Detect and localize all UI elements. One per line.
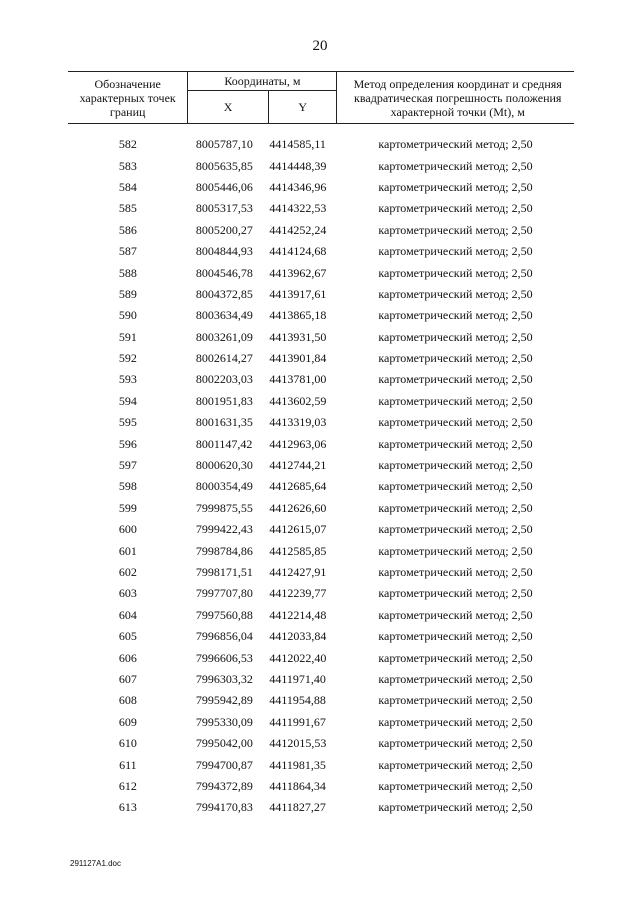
cell-method: картометрический метод; 2,50 xyxy=(378,650,533,665)
cell-x: 8005787,10 xyxy=(195,137,253,152)
cell-method: картометрический метод; 2,50 xyxy=(378,800,533,815)
table-row xyxy=(68,198,574,219)
table-row xyxy=(68,540,574,561)
cell-y: 4412615,07 xyxy=(269,522,327,537)
cell-point-number: 605 xyxy=(118,629,137,644)
cell-y: 4414585,11 xyxy=(269,137,326,152)
table-body xyxy=(68,124,574,819)
cell-x: 8004372,85 xyxy=(195,286,253,301)
cell-point-number: 590 xyxy=(118,308,137,323)
table-row xyxy=(68,797,574,818)
cell-point-number: 592 xyxy=(118,351,137,366)
cell-point-number: 610 xyxy=(118,736,137,751)
cell-y: 4411971,40 xyxy=(269,671,326,686)
cell-point-number: 598 xyxy=(118,479,137,494)
cell-x: 7994170,83 xyxy=(195,800,253,815)
cell-x: 7995042,00 xyxy=(195,736,253,751)
table-row xyxy=(68,519,574,540)
table-row xyxy=(68,262,574,283)
cell-y: 4413319,03 xyxy=(269,415,327,430)
cell-method: картометрический метод; 2,50 xyxy=(378,522,533,537)
cell-method: картометрический метод; 2,50 xyxy=(378,415,533,430)
cell-method: картометрический метод; 2,50 xyxy=(378,629,533,644)
cell-point-number: 612 xyxy=(118,778,137,793)
cell-y: 4414252,24 xyxy=(269,222,327,237)
cell-point-number: 587 xyxy=(118,244,137,259)
cell-method: картометрический метод; 2,50 xyxy=(378,458,533,473)
cell-method: картометрический метод; 2,50 xyxy=(378,736,533,751)
cell-x: 8004844,93 xyxy=(195,244,253,259)
cell-y: 4412585,85 xyxy=(269,543,327,558)
cell-point-number: 607 xyxy=(118,671,137,686)
cell-point-number: 591 xyxy=(118,329,137,344)
cell-point-number: 609 xyxy=(118,714,137,729)
cell-x: 8002203,03 xyxy=(195,372,253,387)
cell-y: 4413931,50 xyxy=(269,329,327,344)
cell-x: 7997560,88 xyxy=(195,607,253,622)
cell-x: 7996606,53 xyxy=(195,650,253,665)
cell-x: 7999875,55 xyxy=(195,500,253,515)
table-row xyxy=(68,776,574,797)
cell-x: 8004546,78 xyxy=(195,265,253,280)
cell-point-number: 582 xyxy=(118,137,137,152)
cell-x: 7994700,87 xyxy=(195,757,253,772)
cell-x: 8001147,42 xyxy=(195,436,253,451)
coordinates-table xyxy=(68,71,574,819)
cell-method: картометрический метод; 2,50 xyxy=(378,693,533,708)
table-row xyxy=(68,155,574,176)
table-row xyxy=(68,690,574,711)
header-y: Y xyxy=(268,91,337,124)
cell-point-number: 595 xyxy=(118,415,137,430)
table-row xyxy=(68,305,574,326)
cell-x: 8000620,30 xyxy=(195,458,253,473)
cell-x: 7998171,51 xyxy=(195,565,253,579)
cell-y: 4414124,68 xyxy=(269,244,327,259)
cell-x: 8005446,06 xyxy=(195,179,253,194)
cell-point-number: 613 xyxy=(118,800,137,815)
cell-y: 4413917,61 xyxy=(269,286,327,301)
header-method: Метод определения координат и средняя квадратическая погрешность положения характерной точки (Mt), м xyxy=(337,72,574,124)
cell-point-number: 585 xyxy=(118,201,137,216)
header-coordinates: Координаты, м xyxy=(188,72,337,91)
table-row xyxy=(68,455,574,476)
cell-y: 4414448,39 xyxy=(269,158,327,173)
cell-y: 4413781,00 xyxy=(269,372,327,387)
cell-method: картометрический метод; 2,50 xyxy=(378,372,533,387)
cell-point-number: 599 xyxy=(118,500,137,515)
cell-x: 8003261,09 xyxy=(195,329,253,344)
cell-point-number: 596 xyxy=(118,436,137,451)
table-row xyxy=(68,583,574,604)
cell-x: 8000354,49 xyxy=(195,479,253,494)
table-row xyxy=(68,391,574,412)
cell-x: 8003634,49 xyxy=(195,308,253,323)
cell-point-number: 593 xyxy=(118,372,137,387)
cell-method: картометрический метод; 2,50 xyxy=(378,265,533,280)
table-row xyxy=(68,177,574,198)
cell-point-number: 602 xyxy=(118,565,137,579)
cell-method: картометрический метод; 2,50 xyxy=(378,586,533,601)
cell-method: картометрический метод; 2,50 xyxy=(378,244,533,259)
cell-method: картометрический метод; 2,50 xyxy=(378,393,533,408)
cell-point-number: 604 xyxy=(118,607,137,622)
cell-y: 4412744,21 xyxy=(269,458,327,473)
table-row xyxy=(68,220,574,241)
cell-y: 4411954,88 xyxy=(269,693,326,708)
cell-y: 4412963,06 xyxy=(269,436,327,451)
cell-method: картометрический метод; 2,50 xyxy=(378,222,533,237)
cell-x: 8001631,35 xyxy=(195,415,253,430)
cell-point-number: 594 xyxy=(118,393,137,408)
cell-x: 7996303,32 xyxy=(195,671,253,686)
table-row xyxy=(68,669,574,690)
table-row xyxy=(68,498,574,519)
cell-y: 4413901,84 xyxy=(269,351,327,366)
cell-y: 4412239,77 xyxy=(269,586,327,601)
table-row xyxy=(68,134,574,155)
cell-method: картометрический метод; 2,50 xyxy=(378,565,533,579)
cell-x: 7995942,89 xyxy=(195,693,253,708)
cell-x: 7999422,43 xyxy=(195,522,253,537)
cell-method: картометрический метод; 2,50 xyxy=(378,436,533,451)
cell-point-number: 608 xyxy=(118,693,137,708)
table-header xyxy=(68,72,574,124)
cell-y: 4412033,84 xyxy=(269,629,327,644)
cell-point-number: 606 xyxy=(118,650,137,665)
cell-y: 4411827,27 xyxy=(269,800,326,815)
cell-y: 4412214,48 xyxy=(269,607,327,622)
cell-x: 8005317,53 xyxy=(195,201,253,216)
table-row xyxy=(68,712,574,733)
cell-point-number: 583 xyxy=(118,158,137,173)
cell-method: картометрический метод; 2,50 xyxy=(378,500,533,515)
cell-method: картометрический метод; 2,50 xyxy=(378,607,533,622)
table-row xyxy=(68,647,574,668)
cell-y: 4412626,60 xyxy=(269,500,327,515)
table-row xyxy=(68,433,574,454)
cell-method: картометрический метод; 2,50 xyxy=(378,201,533,216)
cell-point-number: 600 xyxy=(118,522,137,537)
cell-y: 4411991,67 xyxy=(269,714,326,729)
table-row xyxy=(68,476,574,497)
cell-y: 4411864,34 xyxy=(269,778,326,793)
cell-x: 8005200,27 xyxy=(195,222,253,237)
file-name-footer: 291127A1.doc xyxy=(70,859,122,868)
cell-point-number: 584 xyxy=(118,179,137,194)
cell-method: картометрический метод; 2,50 xyxy=(378,543,533,558)
cell-y: 4413962,67 xyxy=(269,265,327,280)
cell-y: 4411981,35 xyxy=(269,757,326,772)
cell-point-number: 603 xyxy=(118,586,137,601)
cell-y: 4412022,40 xyxy=(269,650,327,665)
table-row xyxy=(68,327,574,348)
cell-point-number: 597 xyxy=(118,458,137,473)
table-row xyxy=(68,562,574,583)
table-row xyxy=(68,626,574,647)
cell-method: картометрический метод; 2,50 xyxy=(378,479,533,494)
table-row xyxy=(68,241,574,262)
cell-method: картометрический метод; 2,50 xyxy=(378,179,533,194)
table-row xyxy=(68,754,574,775)
cell-point-number: 588 xyxy=(118,265,137,280)
cell-x: 8001951,83 xyxy=(195,393,253,408)
cell-method: картометрический метод; 2,50 xyxy=(378,757,533,772)
cell-x: 8005635,85 xyxy=(195,158,253,173)
cell-y: 4413865,18 xyxy=(269,308,327,323)
cell-y: 4413602,59 xyxy=(269,393,327,408)
cell-y: 4414346,96 xyxy=(269,179,327,194)
header-point-label: Обозначение характерных точек границ xyxy=(68,72,188,124)
cell-y: 4412685,64 xyxy=(269,479,327,494)
cell-y: 4414322,53 xyxy=(269,201,327,216)
cell-point-number: 601 xyxy=(118,543,137,558)
cell-x: 7998784,86 xyxy=(195,543,253,558)
table-row xyxy=(68,284,574,305)
table-row xyxy=(68,605,574,626)
cell-method: картометрический метод; 2,50 xyxy=(378,329,533,344)
cell-point-number: 586 xyxy=(118,222,137,237)
cell-method: картометрический метод; 2,50 xyxy=(378,671,533,686)
cell-method: картометрический метод; 2,50 xyxy=(378,308,533,323)
table-row xyxy=(68,412,574,433)
cell-x: 7994372,89 xyxy=(195,778,253,793)
cell-y: 4412427,91 xyxy=(269,565,327,579)
cell-method: картометрический метод; 2,50 xyxy=(378,158,533,173)
cell-method: картометрический метод; 2,50 xyxy=(378,137,533,152)
header-x: X xyxy=(188,91,269,124)
page-number: 20 xyxy=(312,38,328,54)
cell-x: 7995330,09 xyxy=(195,714,253,729)
cell-method: картометрический метод; 2,50 xyxy=(378,351,533,366)
table-row xyxy=(68,733,574,754)
cell-method: картометрический метод; 2,50 xyxy=(378,778,533,793)
cell-y: 4412015,53 xyxy=(269,736,327,751)
cell-x: 7996856,04 xyxy=(195,629,253,644)
table-row xyxy=(68,369,574,390)
cell-method: картометрический метод; 2,50 xyxy=(378,714,533,729)
cell-x: 8002614,27 xyxy=(195,351,253,366)
table-row xyxy=(68,348,574,369)
cell-method: картометрический метод; 2,50 xyxy=(378,286,533,301)
cell-x: 7997707,80 xyxy=(195,586,253,601)
cell-point-number: 589 xyxy=(118,286,137,301)
cell-point-number: 611 xyxy=(119,757,137,772)
